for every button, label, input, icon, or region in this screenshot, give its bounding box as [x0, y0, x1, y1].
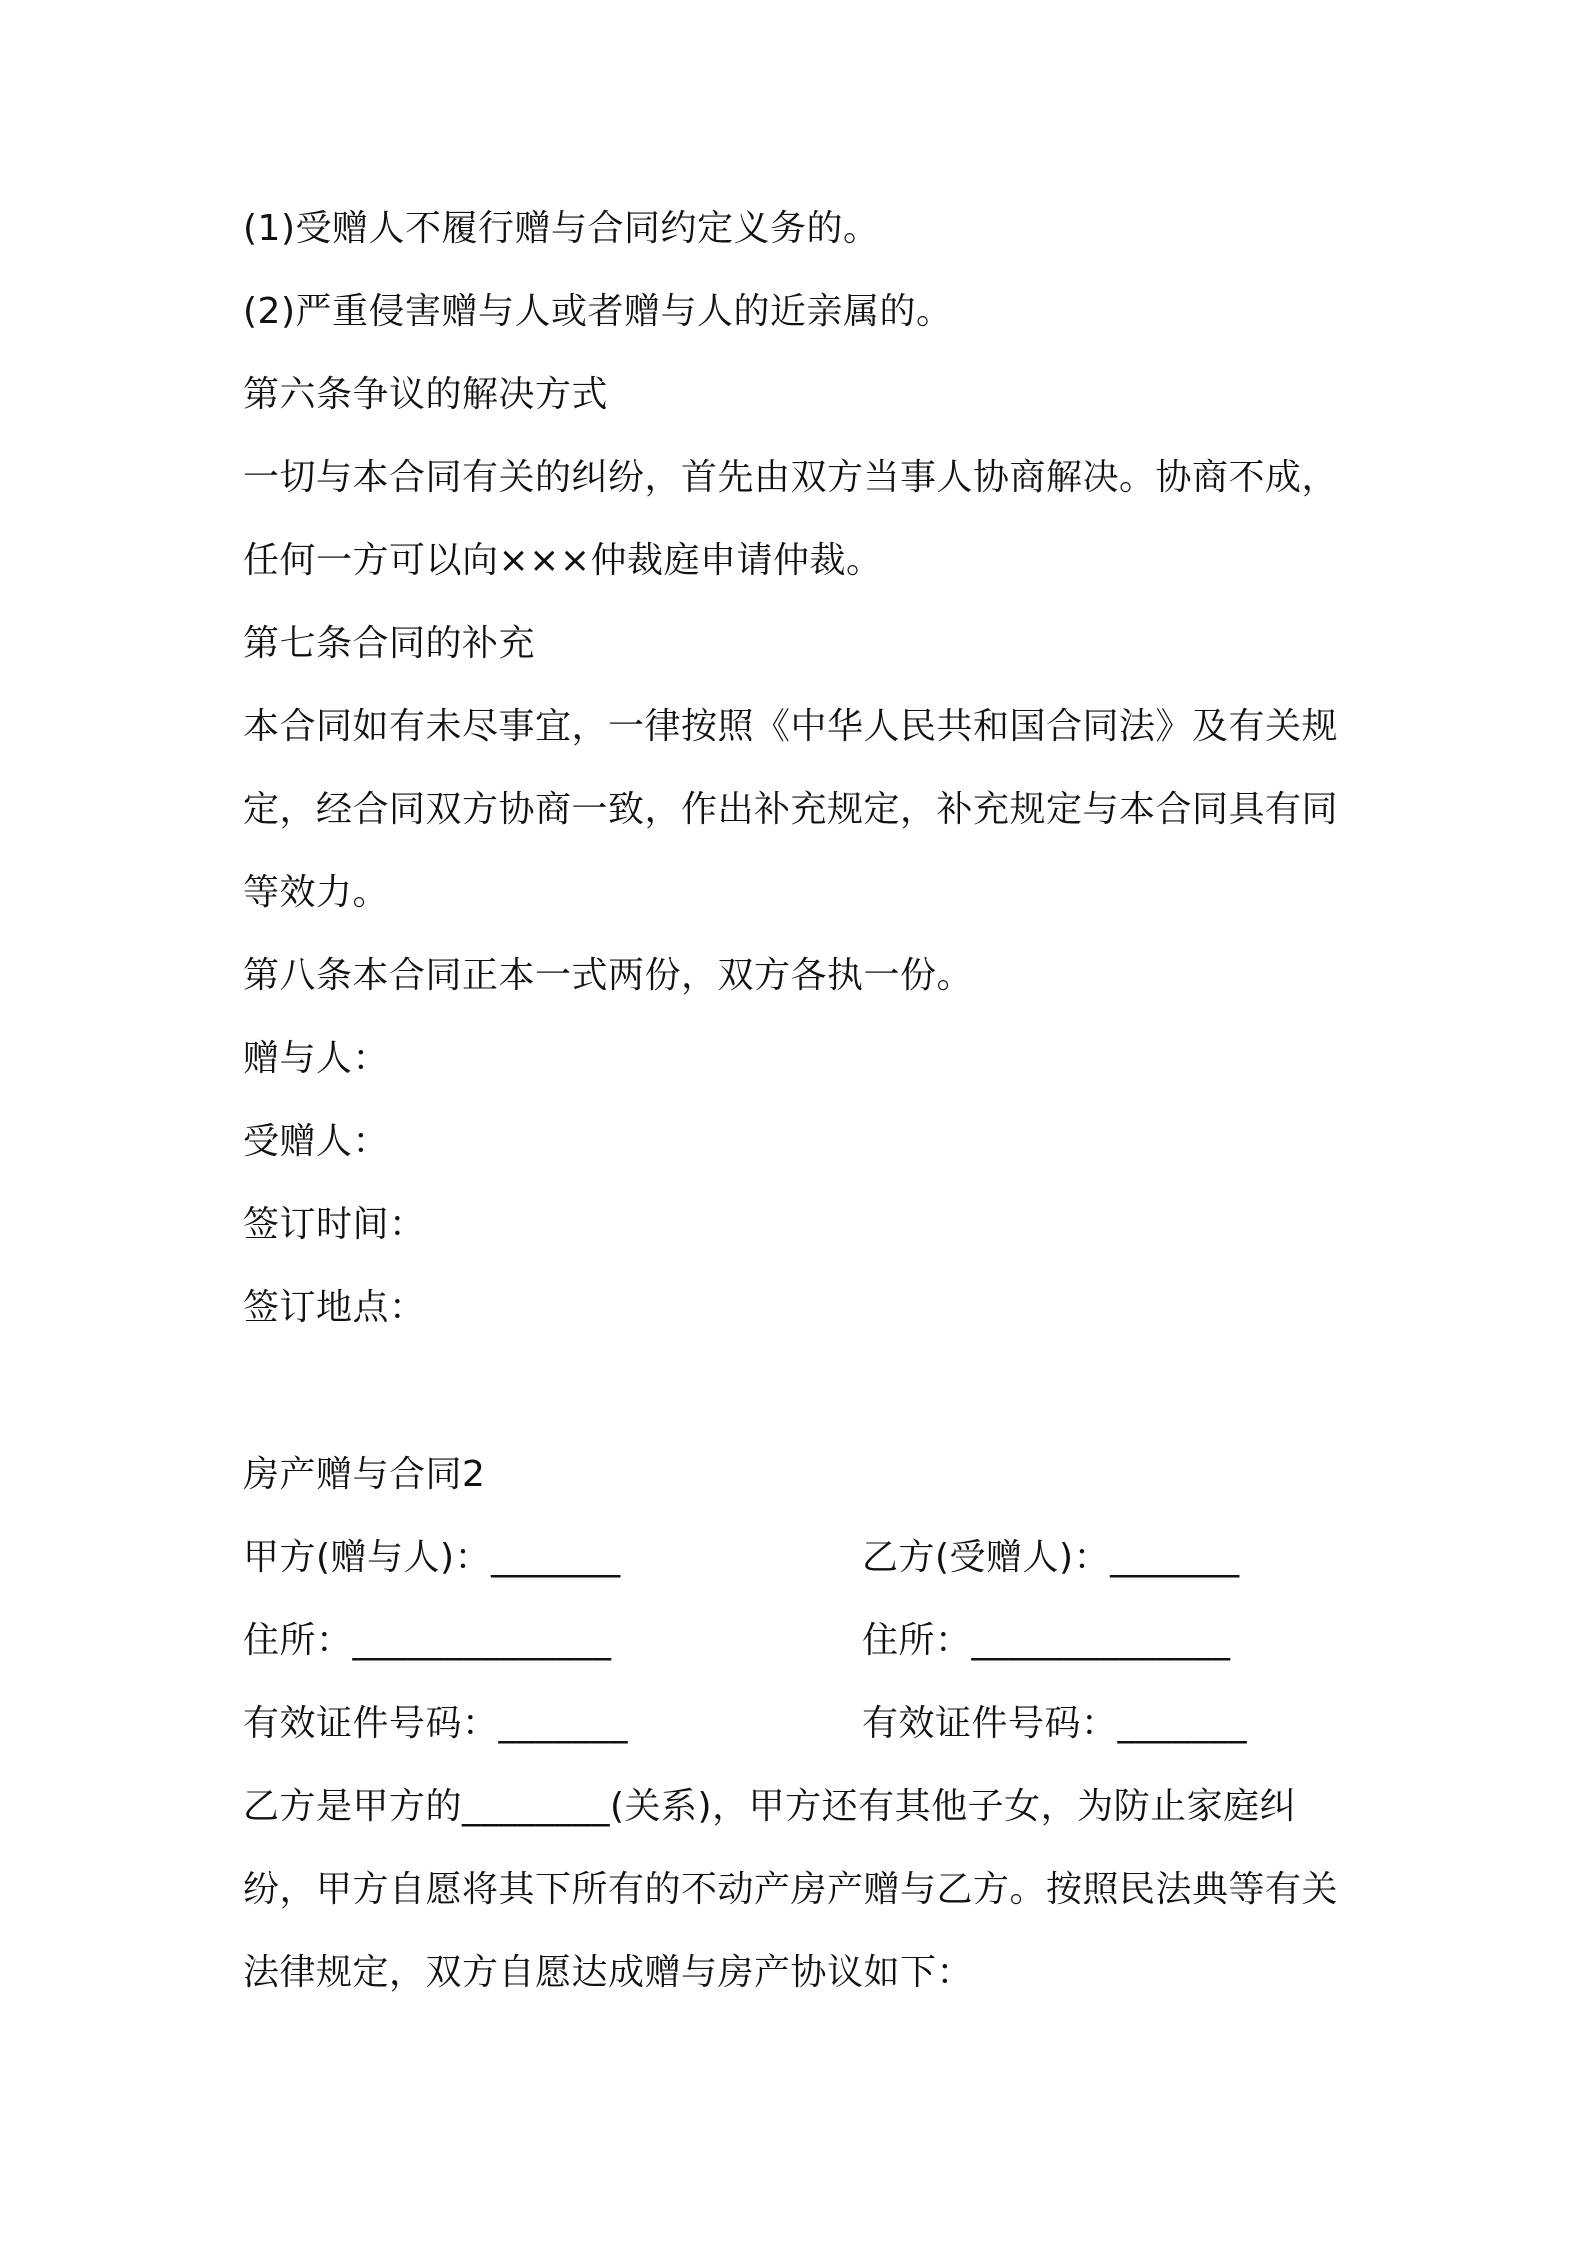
party-b-field: 乙方(受赠人)：_______ [862, 1537, 1240, 1578]
contract2-body-line-1: 乙方是甲方的________(关系)，甲方还有其他子女，为防止家庭纠 [243, 1786, 1297, 1827]
signing-place-label: 签订地点： [243, 1287, 426, 1328]
party-a-field: 甲方(赠与人)：_______ [243, 1537, 621, 1578]
article-7-text-line-2: 定，经合同双方协商一致，作出补充规定，补充规定与本合同具有同 [243, 789, 1339, 830]
party-a-id-field: 有效证件号码：_______ [243, 1703, 629, 1744]
signature-donor-label: 赠与人： [243, 1038, 390, 1079]
contract2-title: 房产赠与合同2 [243, 1454, 486, 1495]
contract2-body-line-2: 纷，甲方自愿将其下所有的不动产房产赠与乙方。按照民法典等有关 [243, 1869, 1339, 1910]
contract2-body-line-3: 法律规定，双方自愿达成赠与房产协议如下： [243, 1952, 974, 1993]
party-b-address-field: 住所：______________ [862, 1620, 1231, 1661]
party-b-id-field: 有效证件号码：_______ [862, 1703, 1248, 1744]
signing-date-label: 签订时间： [243, 1204, 426, 1245]
clause-item-2: (2)严重侵害赠与人或者赠与人的近亲属的。 [243, 291, 953, 332]
signature-donee-label: 受赠人： [243, 1121, 390, 1162]
article-7-text-line-3: 等效力。 [243, 872, 390, 913]
party-a-address-field: 住所：______________ [243, 1620, 612, 1661]
article-6-heading: 第六条争议的解决方式 [243, 374, 609, 415]
clause-item-1: (1)受赠人不履行赠与合同约定义务的。 [243, 208, 880, 249]
article-6-text-line-1: 一切与本合同有关的纠纷，首先由双方当事人协商解决。协商不成， [243, 457, 1339, 498]
article-7-text-line-1: 本合同如有未尽事宜，一律按照《中华人民共和国合同法》及有关规 [243, 706, 1339, 747]
article-6-text-line-2: 任何一方可以向×××仲裁庭申请仲裁。 [243, 540, 883, 581]
article-8-text: 第八条本合同正本一式两份，双方各执一份。 [243, 955, 974, 996]
article-7-heading: 第七条合同的补充 [243, 623, 536, 664]
